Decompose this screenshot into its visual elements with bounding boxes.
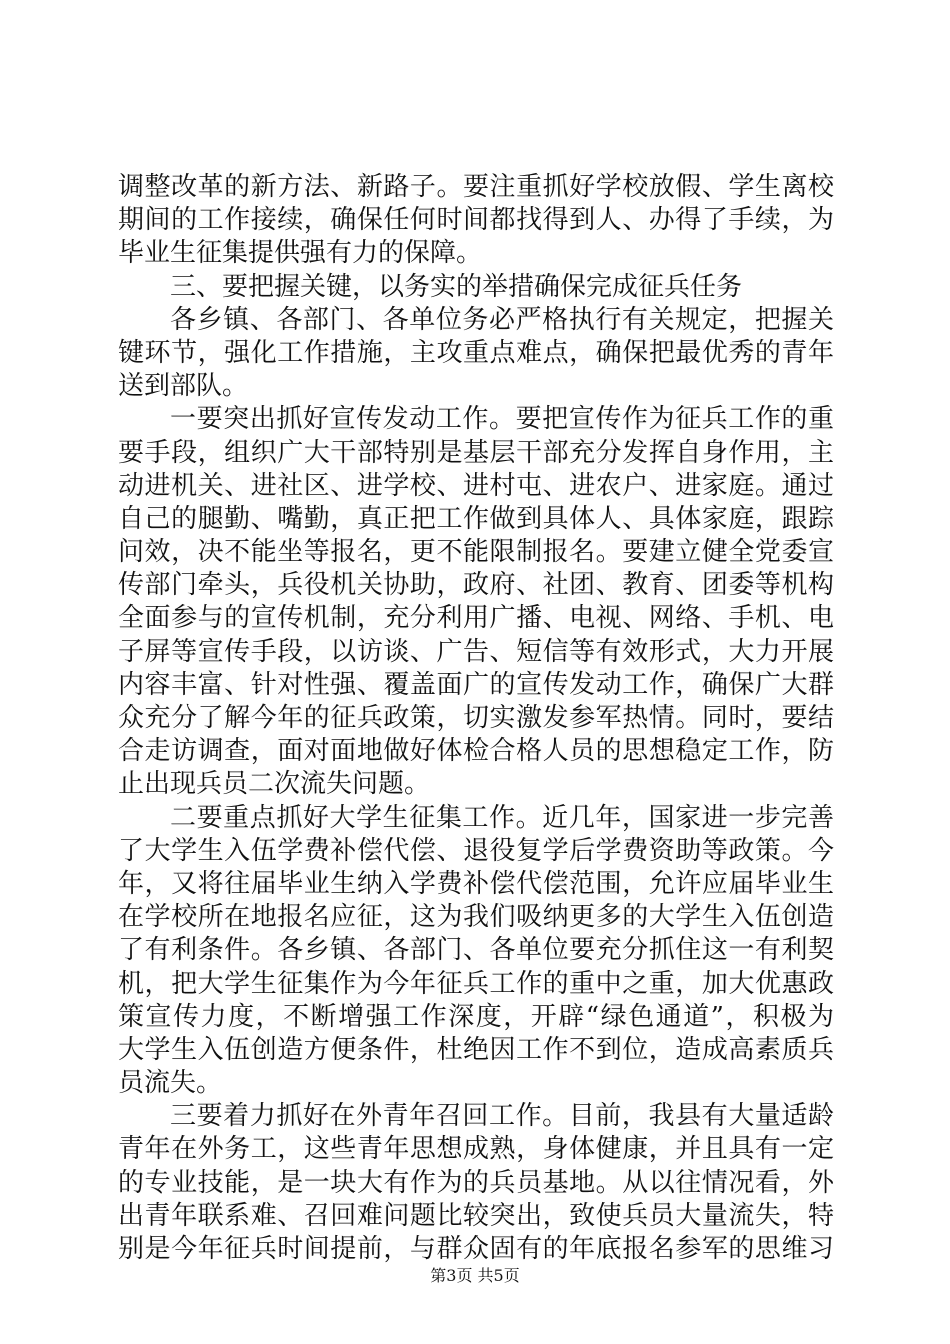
- text-line: 员流失。: [118, 1068, 223, 1099]
- text-line: 年，又将往届毕业生纳入学费补偿代偿范围，允许应届毕业生: [118, 868, 834, 899]
- text-line: 子屏等宣传手段，以访谈、广告、短信等有效形式，大力开展: [118, 636, 834, 667]
- text-line: 止出现兵员二次流失问题。: [118, 769, 431, 800]
- text-line: 在学校所在地报名应征，这为我们吸纳更多的大学生入伍创造: [118, 902, 834, 933]
- text-line: 全面参与的宣传机制，充分利用广播、电视、网络、手机、电: [118, 603, 834, 634]
- text-line: 传部门牵头，兵役机关协助，政府、社团、教育、团委等机构: [118, 570, 834, 601]
- text-line: 键环节，强化工作措施，主攻重点难点，确保把最优秀的青年: [118, 337, 834, 368]
- text-line: 别是今年征兵时间提前，与群众固有的年底报名参军的思维习: [118, 1234, 834, 1264]
- section-heading: 三、要把握关键，以务实的举措确保完成征兵任务: [170, 271, 743, 302]
- text-line: 了有利条件。各乡镇、各部门、各单位要充分抓住这一有利契: [118, 935, 834, 966]
- text-line: 期间的工作接续，确保任何时间都找得到人、办得了手续，为: [118, 205, 834, 236]
- text-line: 动进机关、进社区、进学校、进村屯、进农户、进家庭。通过: [118, 470, 834, 501]
- text-line: 送到部队。: [118, 371, 249, 402]
- paragraph-first-line: 一要突出抓好宣传发动工作。要把宣传作为征兵工作的重: [170, 404, 834, 435]
- text-line: 大学生入伍创造方便条件，杜绝因工作不到位，造成高素质兵: [118, 1034, 834, 1065]
- paragraph-first-line: 三要着力抓好在外青年召回工作。目前，我县有大量适龄: [170, 1101, 834, 1132]
- text-line: 问效，决不能坐等报名，更不能限制报名。要建立健全党委宣: [118, 537, 834, 568]
- text-line: 自己的腿勤、嘴勤，真正把工作做到具体人、具体家庭，跟踪: [118, 503, 834, 534]
- text-line: 青年在外务工，这些青年思想成熟，身体健康，并且具有一定: [118, 1134, 834, 1165]
- text-line: 内容丰富、针对性强、覆盖面广的宣传发动工作，确保广大群: [118, 669, 834, 700]
- paragraph-first-line: 二要重点抓好大学生征集工作。近几年，国家进一步完善: [170, 802, 834, 833]
- text-line: 调整改革的新方法、新路子。要注重抓好学校放假、学生离校: [118, 172, 834, 202]
- text-line: 出青年联系难、召回难问题比较突出，致使兵员大量流失，特: [118, 1200, 834, 1231]
- paragraph-first-line: 各乡镇、各部门、各单位务必严格执行有关规定，把握关: [170, 304, 834, 335]
- text-line: 了大学生入伍学费补偿代偿、退役复学后学费资助等政策。今: [118, 835, 834, 866]
- text-line: 的专业技能，是一块大有作为的兵员基地。从以往情况看，外: [118, 1167, 834, 1198]
- text-line: 毕业生征集提供强有力的保障。: [118, 238, 483, 269]
- page-number-footer: 第3页 共5页: [430, 1266, 520, 1285]
- text-line: 合走访调查，面对面地做好体检合格人员的思想稳定工作，防: [118, 736, 834, 767]
- document-body: [118, 171, 834, 1266]
- text-line: 要手段，组织广大干部特别是基层干部充分发挥自身作用，主: [118, 437, 834, 468]
- text-line: 机，把大学生征集作为今年征兵工作的重中之重，加大优惠政: [118, 968, 834, 999]
- text-line: 众充分了解今年的征兵政策，切实激发参军热情。同时，要结: [118, 703, 834, 733]
- text-line: 策宣传力度，不断增强工作深度，开辟“绿色通道”，积极为: [118, 1001, 834, 1032]
